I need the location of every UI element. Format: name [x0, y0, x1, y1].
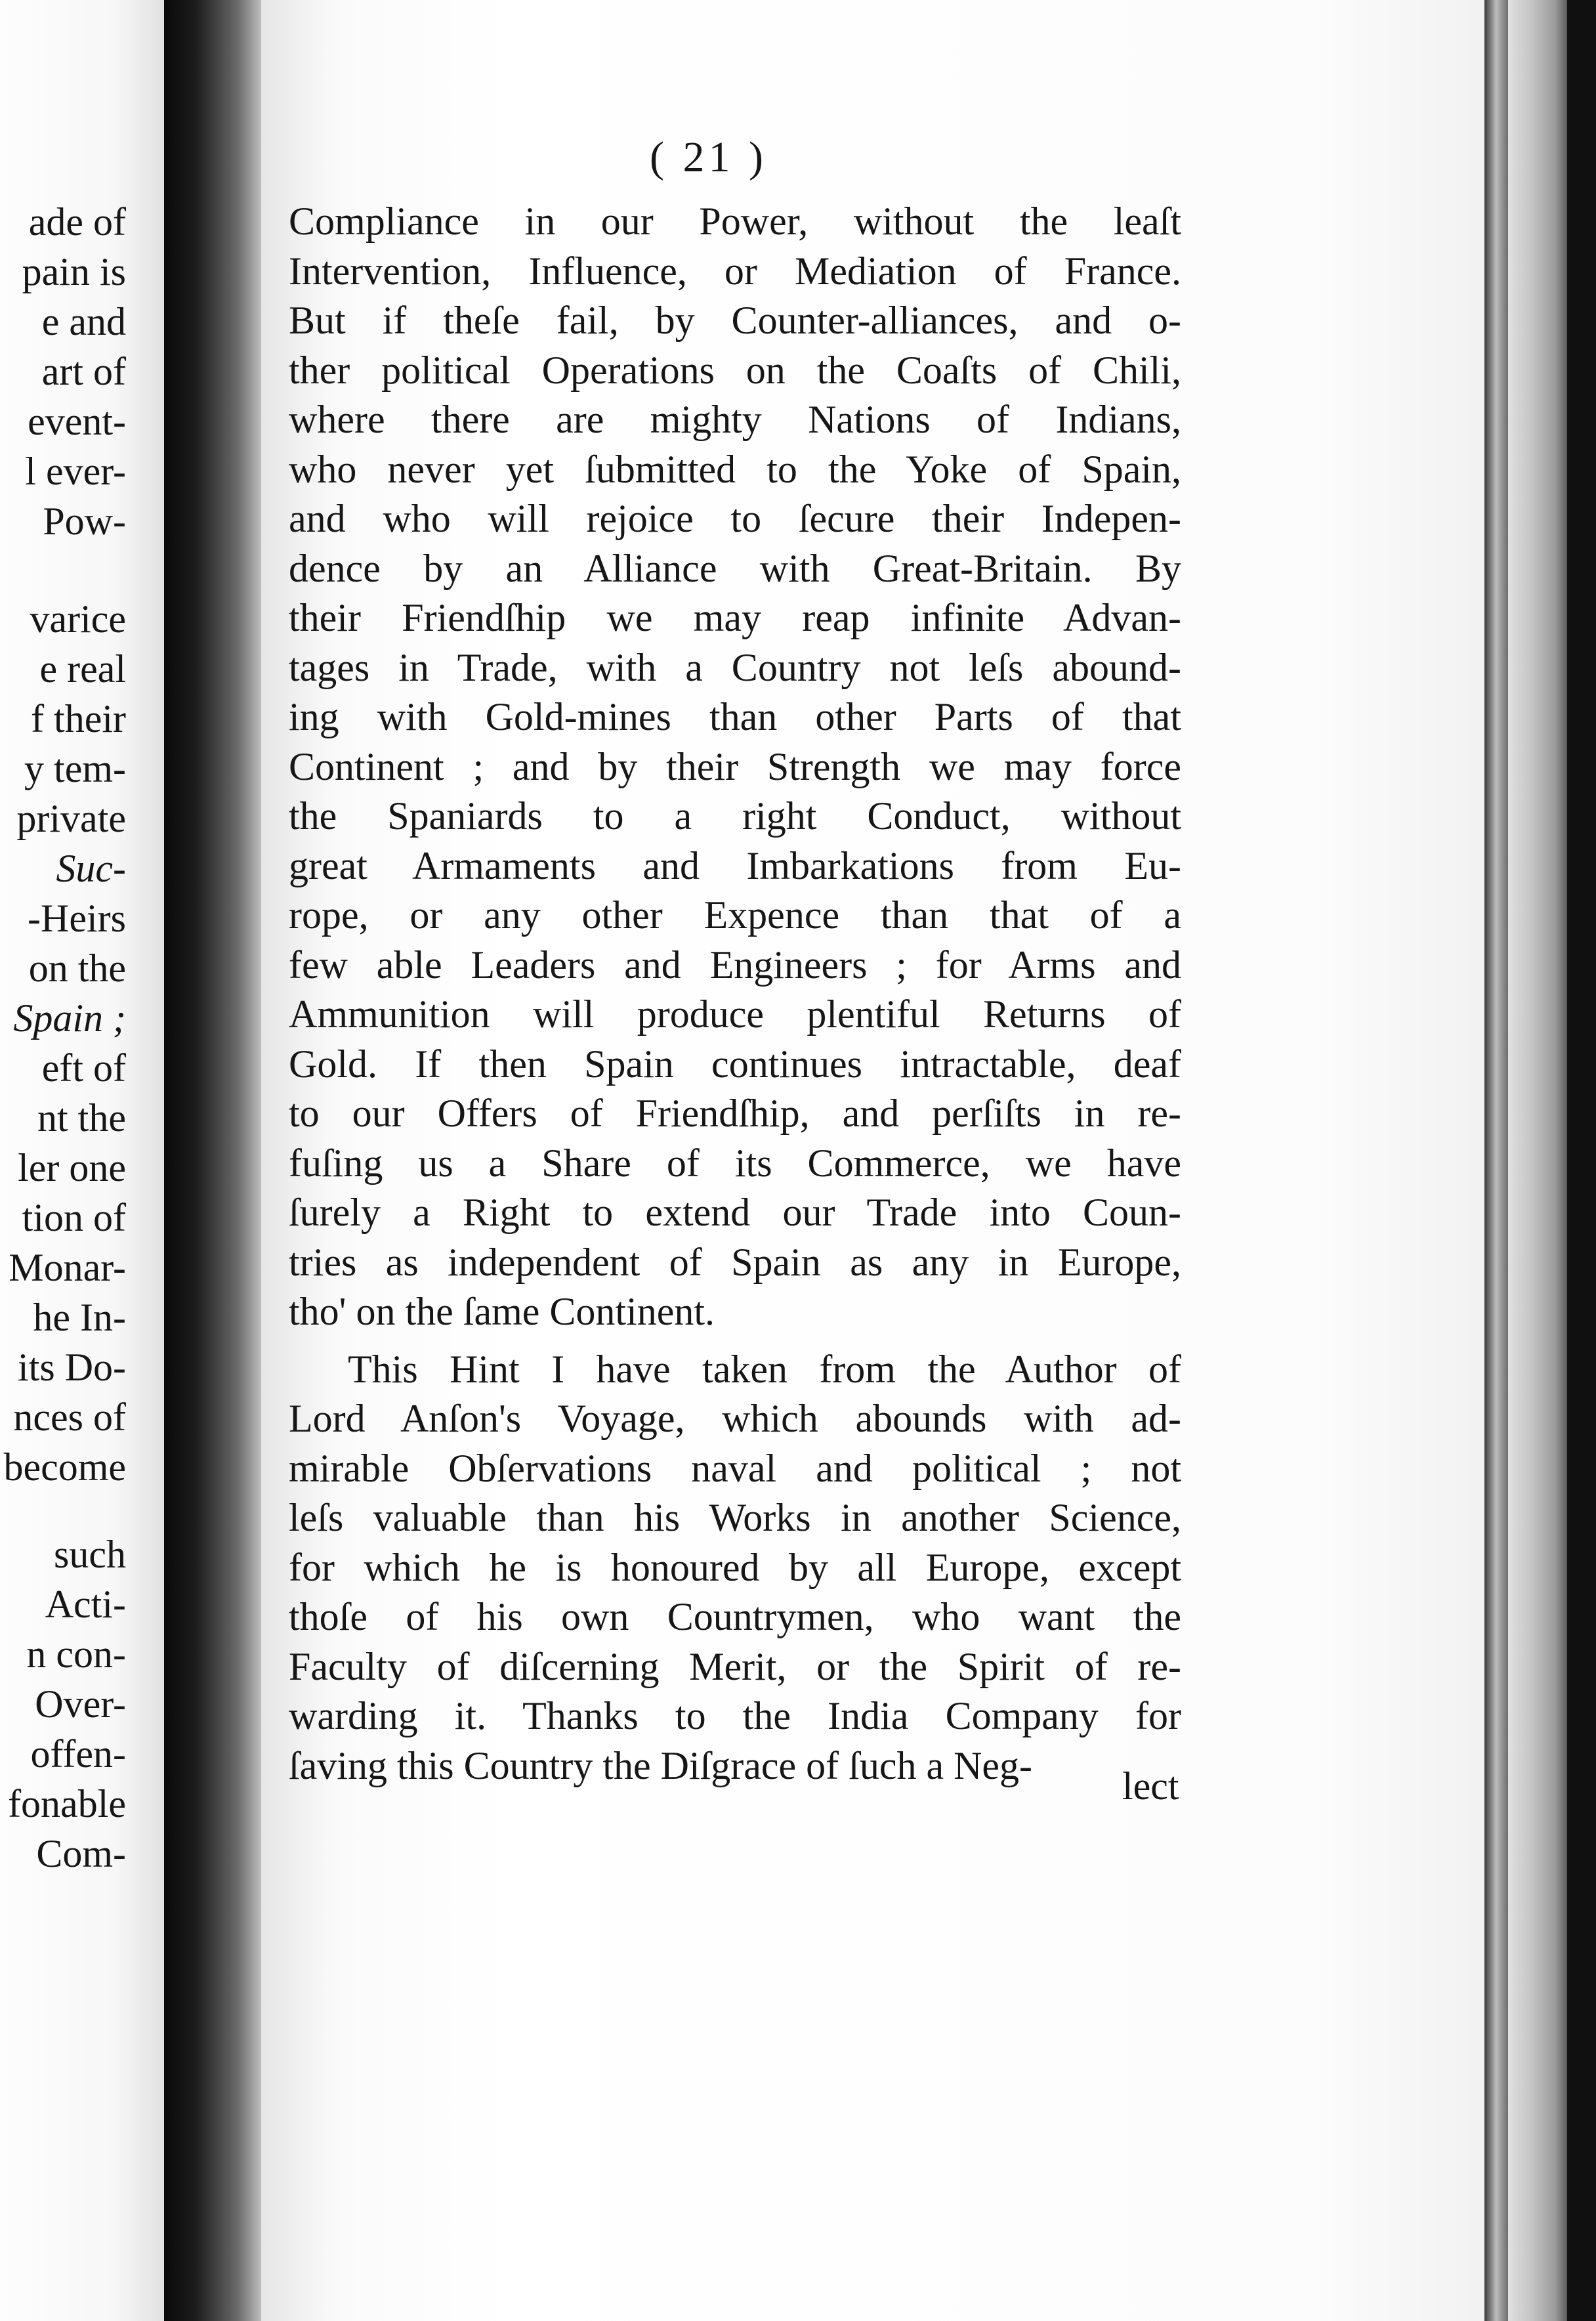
facing-line: event-	[28, 400, 126, 443]
facing-line: offen-	[30, 1732, 126, 1776]
facing-line: he In-	[33, 1296, 126, 1339]
text-line: Faculty of diſcerning Merit, or the Spirit of re-	[289, 1644, 1181, 1688]
text-line: tho' on the ſame Continent.	[289, 1290, 715, 1333]
facing-line: on the	[28, 947, 126, 990]
text-line: rope, or any other Expence than that of a	[289, 893, 1181, 937]
facing-line: -Heirs	[28, 897, 126, 940]
facing-line: eft of	[41, 1046, 126, 1090]
facing-line: tion of	[22, 1196, 126, 1239]
text-line: Lord Anſon's Voyage, which abounds with ad-	[289, 1397, 1181, 1440]
text-line: Gold. If then Spain continues intractable, deaf	[289, 1042, 1181, 1086]
text-line: This Hint I have taken from the Author of	[348, 1347, 1181, 1391]
facing-line: become	[3, 1445, 126, 1489]
facing-line: fonable	[8, 1782, 126, 1825]
text-line: leſs valuable than his Works in another Science,	[289, 1496, 1181, 1539]
facing-line: Spain ;	[13, 996, 126, 1040]
text-line: mirable Obſervations naval and political ; not	[289, 1446, 1181, 1490]
text-line: ſaving this Country the Diſgrace of ſuch a Neg-	[289, 1743, 1033, 1787]
text-line: and who will rejoice to ſecure their Indepen-	[289, 497, 1181, 540]
facing-line: ade of	[28, 200, 126, 244]
facing-line: f their	[31, 697, 126, 740]
facing-line: Suc-	[56, 847, 126, 890]
text-line: Intervention, Influence, or Mediation of France.	[289, 249, 1181, 293]
facing-line: l ever-	[25, 450, 126, 493]
text-line: But if theſe fail, by Counter-alliances, and o-	[289, 299, 1181, 342]
facing-line: Monar-	[9, 1246, 126, 1289]
page-edge	[1484, 0, 1508, 2321]
facing-line: Over-	[35, 1682, 126, 1726]
text-line: few able Leaders and Engineers ; for Arms and	[289, 943, 1181, 987]
facing-line: n con-	[26, 1632, 126, 1676]
body-text	[289, 197, 1181, 1791]
facing-page-text	[0, 0, 164, 2321]
facing-line: its Do-	[18, 1346, 126, 1389]
text-line: ing with Gold-mines than other Parts of that	[289, 695, 1181, 738]
facing-line: pain is	[22, 250, 126, 293]
facing-line: art of	[41, 350, 126, 393]
text-line: where there are mighty Nations of Indians,	[289, 398, 1181, 441]
facing-line: ler one	[18, 1146, 126, 1189]
facing-line: varice	[30, 597, 126, 641]
text-line: thoſe of his own Countrymen, who want the	[289, 1595, 1181, 1638]
facing-page	[0, 0, 164, 2321]
facing-line: nces of	[13, 1395, 126, 1439]
facing-line: such	[54, 1533, 126, 1576]
text-line: Compliance in our Power, without the leaſt	[289, 200, 1181, 243]
text-line: ſurely a Right to extend our Trade into Coun-	[289, 1191, 1181, 1234]
book-gutter	[164, 0, 269, 2321]
catchword: lect	[1122, 1764, 1179, 1808]
page-number: ( 21 )	[650, 133, 767, 181]
text-line: fuſing us a Share of its Commerce, we have	[289, 1141, 1181, 1185]
facing-line: e real	[39, 647, 126, 691]
text-line: for which he is honoured by all Europe, except	[289, 1545, 1181, 1589]
text-line: Continent ; and by their Strength we may force	[289, 744, 1181, 788]
facing-line: nt the	[37, 1096, 126, 1139]
text-line: to our Offers of Friendſhip, and perſiſts in re-	[289, 1092, 1181, 1135]
text-line: Ammunition will produce plentiful Returns of	[289, 992, 1181, 1036]
background-strip	[1567, 0, 1596, 2321]
facing-line: y tem-	[24, 747, 126, 790]
page-block-edge	[1508, 0, 1567, 2321]
text-line: the Spaniards to a right Conduct, without	[289, 794, 1181, 838]
facing-line: Acti-	[45, 1583, 126, 1626]
text-line: tries as independent of Spain as any in Europe,	[289, 1240, 1181, 1284]
facing-line: private	[16, 797, 126, 840]
text-line: great Armaments and Imbarkations from Eu-	[289, 843, 1181, 887]
facing-line: Com-	[36, 1832, 126, 1875]
paragraph-gap	[289, 1337, 1181, 1345]
facing-line: Pow-	[43, 500, 126, 543]
text-line: warding it. Thanks to the India Company for	[289, 1694, 1181, 1737]
text-line: tages in Trade, with a Country not leſs abound-	[289, 645, 1181, 689]
text-line: ther political Operations on the Coaſts of Chili,	[289, 348, 1181, 392]
text-line: dence by an Alliance with Great-Britain. By	[289, 546, 1181, 590]
text-line: their Friendſhip we may reap infinite Advan-	[289, 596, 1181, 639]
facing-line: e and	[41, 300, 126, 343]
text-line: who never yet ſubmitted to the Yoke of Spain,	[289, 447, 1181, 491]
